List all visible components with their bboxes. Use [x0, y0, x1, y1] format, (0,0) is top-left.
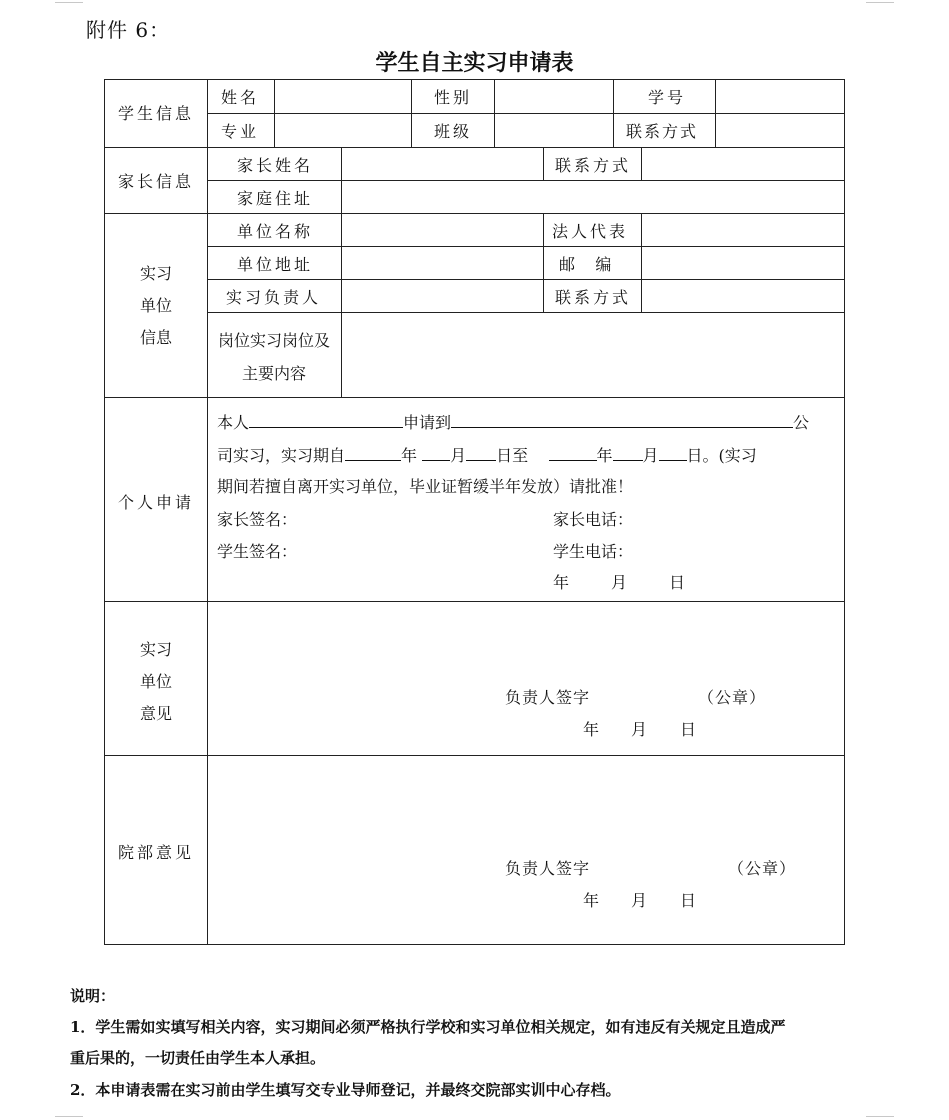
notes-item-2: 2．本申请表需在实习前由学生填写交专业导师登记，并最终交院部实训中心存档。: [70, 1081, 621, 1099]
crop-mark: [866, 1116, 894, 1117]
column-divider: [274, 79, 275, 147]
crop-mark: [55, 2, 83, 3]
label-supervisor: 实习负责人: [226, 288, 322, 307]
company-opinion-day: 日: [680, 720, 697, 739]
notes-item-1-line-2: 重后果的，一切责任由学生本人承担。: [70, 1049, 326, 1067]
label-company-address: 单位地址: [237, 255, 314, 274]
column-divider: [715, 79, 716, 147]
blank-start-year[interactable]: [345, 446, 401, 461]
label-parent-phone: 家长电话：: [553, 510, 634, 529]
company-opinion-seal: （公章）: [698, 688, 767, 707]
blank-end-month[interactable]: [613, 446, 643, 461]
section-label-student-info: 学生信息: [118, 104, 195, 123]
label-student-signature: 学生签名：: [217, 542, 298, 561]
label-major: 专业: [221, 122, 260, 141]
dept-opinion-signature: 负责人签字: [505, 859, 591, 878]
notes-heading: 说明：: [70, 987, 116, 1005]
company-opinion-year: 年: [583, 720, 600, 739]
column-divider: [613, 79, 614, 147]
column-divider: [543, 213, 544, 313]
dept-opinion-seal: （公章）: [728, 859, 797, 878]
section-label-company-opinion-3: 意见: [139, 704, 173, 723]
label-student-phone: 学生电话：: [553, 542, 634, 561]
row-divider: [207, 113, 845, 114]
section-divider: [104, 147, 845, 148]
table-border-right: [844, 79, 845, 945]
blank-end-year[interactable]: [549, 446, 597, 461]
section-label-dept-opinion: 院部意见: [118, 843, 195, 862]
label-parent-contact: 联系方式: [555, 156, 632, 175]
section-divider: [104, 213, 845, 214]
section-label-company-info-2: 单位: [139, 296, 173, 315]
dept-opinion-day: 日: [680, 891, 697, 910]
row-divider: [207, 246, 845, 247]
application-date-month: 月: [611, 573, 628, 592]
notes-item-1-line-1: 1．学生需如实填写相关内容，实习期间必须严格执行学校和实习单位相关规定，如有违反有关规定且造成严: [70, 1018, 786, 1036]
section-divider: [104, 601, 845, 602]
table-border-bottom: [104, 944, 845, 945]
section-label-application: 个人申请: [118, 493, 195, 512]
label-supervisor-contact: 联系方式: [555, 288, 632, 307]
label-student-contact: 联系方式: [626, 122, 699, 141]
dept-opinion-month: 月: [631, 891, 648, 910]
section-divider: [104, 397, 845, 398]
label-position-line2: 主要内容: [241, 364, 307, 383]
application-date-day: 日: [669, 573, 686, 592]
dept-opinion-year: 年: [583, 891, 600, 910]
section-divider: [104, 755, 845, 756]
column-divider: [494, 79, 495, 147]
label-class: 班级: [434, 122, 473, 141]
column-divider: [543, 147, 544, 180]
blank-end-day[interactable]: [659, 446, 687, 461]
application-date-year: 年: [553, 573, 570, 592]
label-legal-rep: 法人代表: [552, 222, 629, 241]
application-line-2: 司实习，实习期自 年 月 日至 年 月 日。(实习: [217, 446, 757, 465]
section-label-company-info-3: 信息: [139, 328, 173, 347]
label-postcode: 邮 编: [559, 255, 612, 274]
application-form-table: [104, 79, 845, 945]
label-parent-name: 家长姓名: [237, 156, 314, 175]
crop-mark: [55, 1116, 83, 1117]
label-name: 姓名: [221, 88, 260, 107]
column-divider: [411, 79, 412, 147]
label-parent-signature: 家长签名：: [217, 510, 298, 529]
column-divider: [341, 147, 342, 397]
row-divider: [207, 180, 845, 181]
label-student-id: 学号: [648, 88, 687, 107]
column-divider: [641, 147, 642, 180]
attachment-label: 附件 6：: [86, 18, 171, 42]
section-label-company-opinion-1: 实习: [139, 640, 173, 659]
section-label-parent-info: 家长信息: [118, 172, 195, 191]
table-border-top: [104, 79, 845, 80]
application-line-3: 期间若擅自离开实习单位，毕业证暂缓半年发放）请批准！: [217, 477, 634, 496]
blank-company-name[interactable]: [451, 413, 793, 428]
section-label-company-info-1: 实习: [139, 264, 173, 283]
row-divider: [207, 312, 845, 313]
label-gender: 性别: [434, 88, 473, 107]
blank-student-name[interactable]: [249, 413, 403, 428]
crop-mark: [866, 2, 894, 3]
form-title: 学生自主实习申请表: [375, 50, 574, 76]
blank-start-day[interactable]: [466, 446, 496, 461]
application-line-1: 本人 申请到 公: [217, 413, 810, 432]
table-border-left: [104, 79, 105, 945]
label-home-address: 家庭住址: [237, 189, 314, 208]
company-opinion-month: 月: [631, 720, 648, 739]
company-opinion-signature: 负责人签字: [505, 688, 591, 707]
column-divider: [641, 213, 642, 313]
label-position-line1: 岗位实习岗位及: [217, 331, 331, 350]
blank-start-month[interactable]: [422, 446, 450, 461]
row-divider: [207, 279, 845, 280]
label-company-name: 单位名称: [237, 222, 314, 241]
section-label-company-opinion-2: 单位: [139, 672, 173, 691]
label-column-divider: [207, 79, 208, 945]
